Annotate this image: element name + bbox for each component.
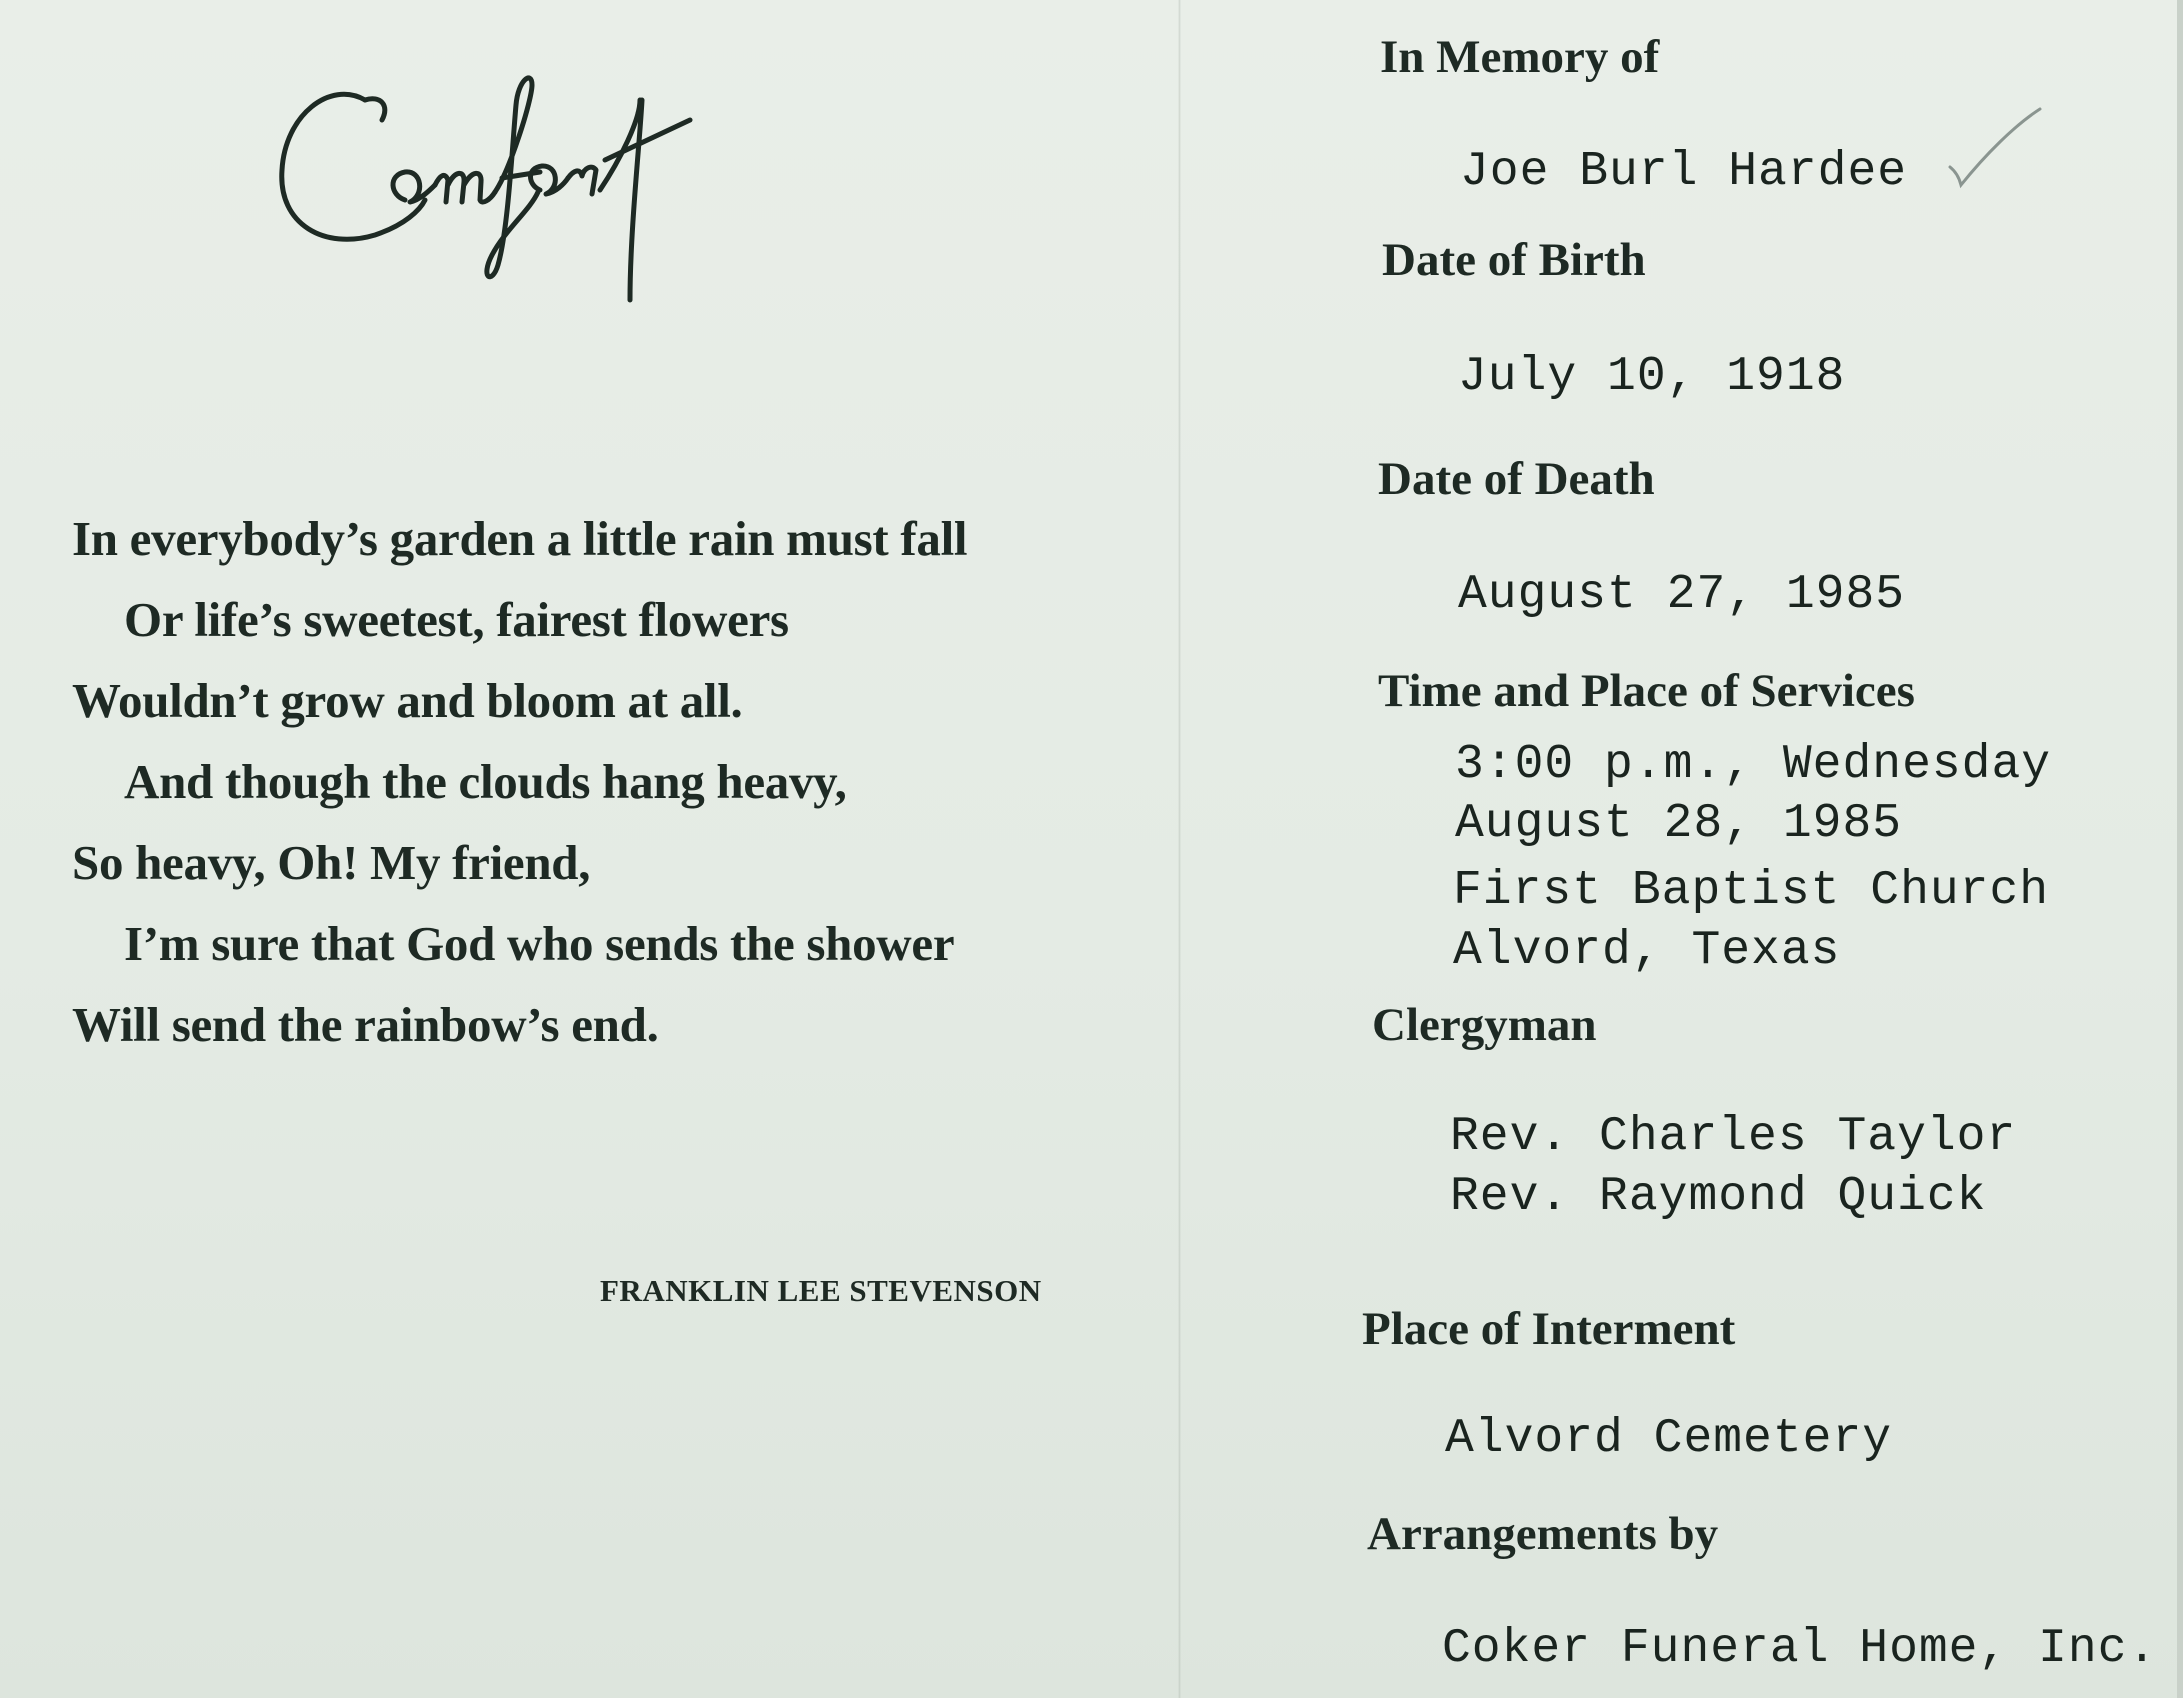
interment-label: Place of Interment <box>1362 1303 1736 1355</box>
poem-author: FRANKLIN LEE STEVENSON <box>600 1273 1042 1308</box>
services-line: Alvord, Texas <box>1453 924 1841 978</box>
poem-line: So heavy, Oh! My friend, <box>72 835 591 890</box>
poem-line: Wouldn’t grow and bloom at all. <box>72 673 743 728</box>
interment-place: Alvord Cemetery <box>1445 1412 1893 1466</box>
card-fold <box>1178 0 1181 1698</box>
birth-date: July 10, 1918 <box>1458 350 1846 404</box>
deceased-name: Joe Burl Hardee <box>1460 145 1908 199</box>
funeral-home: Coker Funeral Home, Inc. <box>1442 1622 2158 1676</box>
memory-label: In Memory of <box>1380 31 1660 83</box>
clergyman-label: Clergyman <box>1372 999 1597 1051</box>
death-date: August 27, 1985 <box>1458 568 1906 622</box>
poem-line: And though the clouds hang heavy, <box>124 754 847 809</box>
services-label: Time and Place of Services <box>1378 665 1915 717</box>
services-line: 3:00 p.m., Wednesday <box>1455 738 2052 792</box>
clergyman-name: Rev. Raymond Quick <box>1450 1170 1987 1224</box>
birth-label: Date of Birth <box>1382 234 1646 286</box>
services-line: August 28, 1985 <box>1455 797 1903 851</box>
poem-line: Or life’s sweetest, fairest flowers <box>124 592 789 647</box>
clergyman-name: Rev. Charles Taylor <box>1450 1110 2017 1164</box>
poem-line: Will send the rainbow’s end. <box>72 997 659 1052</box>
checkmark-icon <box>1945 105 2045 195</box>
poem-line: I’m sure that God who sends the shower <box>124 916 955 971</box>
comfort-script-title <box>270 60 730 320</box>
arrangements-label: Arrangements by <box>1367 1508 1719 1560</box>
poem-line: In everybody’s garden a little rain must fall <box>72 511 968 566</box>
death-label: Date of Death <box>1378 453 1655 505</box>
card-edge <box>2177 0 2183 1698</box>
services-line: First Baptist Church <box>1453 864 2050 918</box>
